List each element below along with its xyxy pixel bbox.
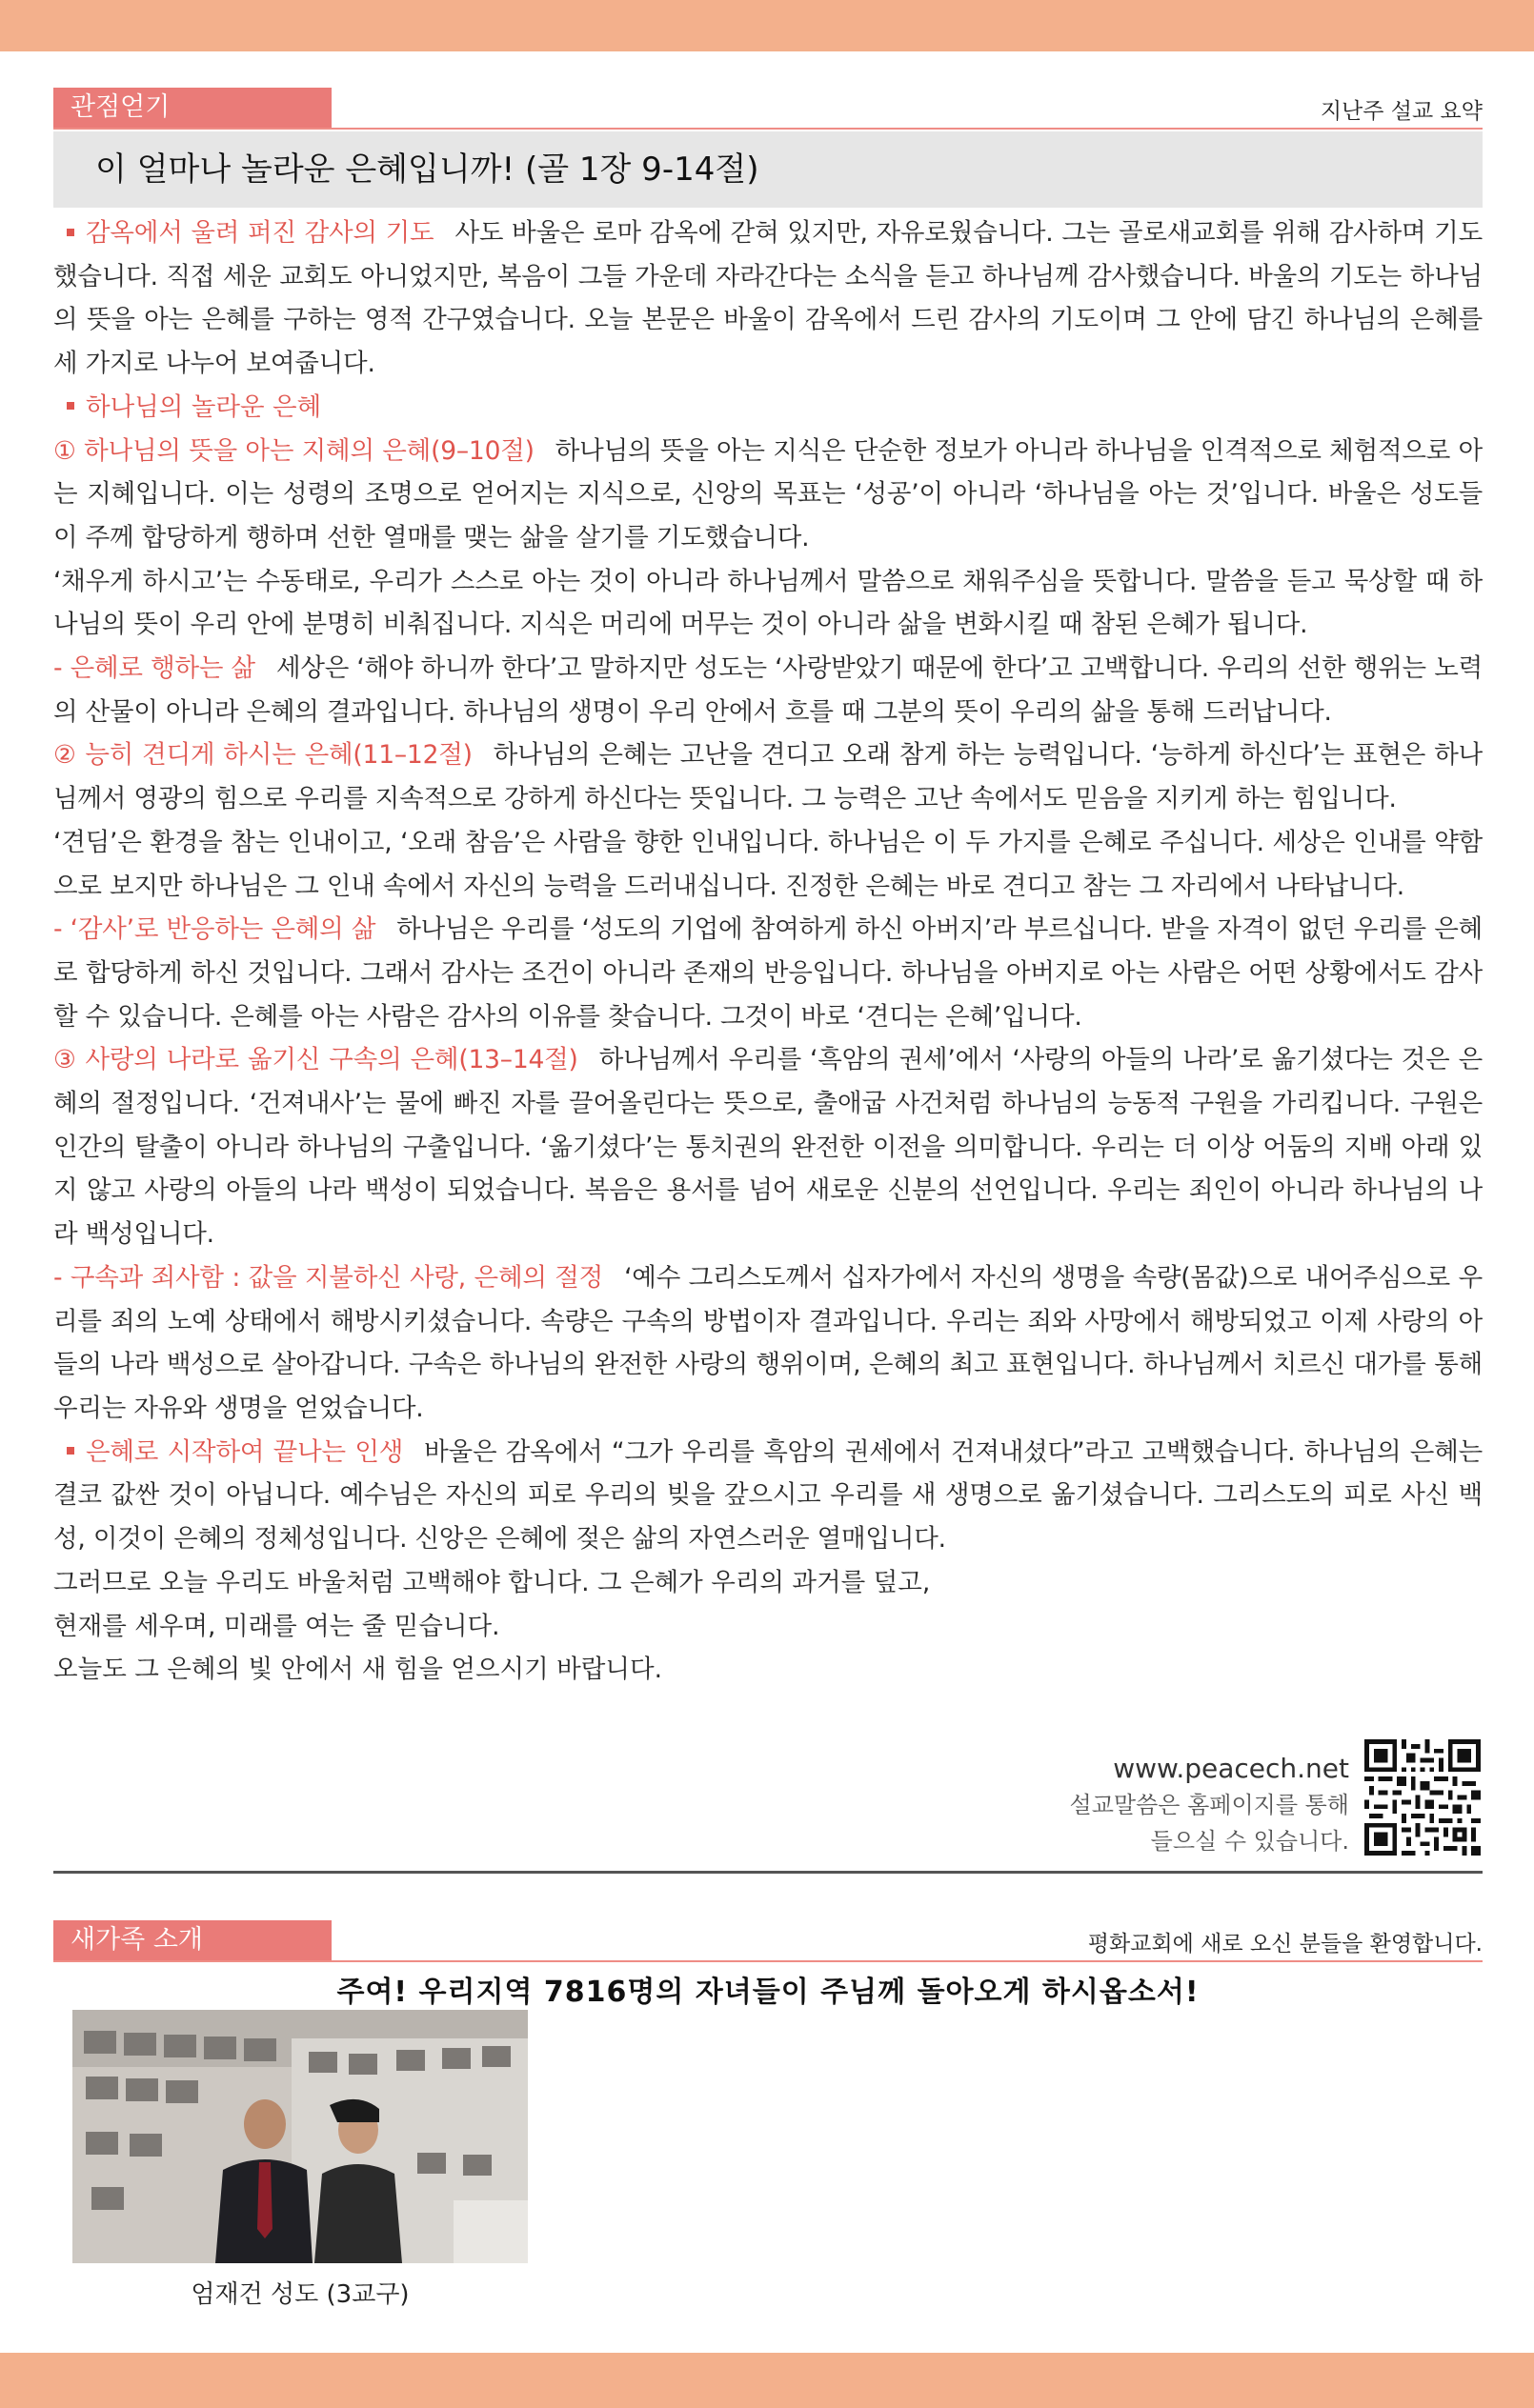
heading: 하나님의 놀라운 은혜 (86, 391, 322, 422)
sermon-section-header (53, 88, 1483, 128)
heading: - 구속과 죄사함 : 값을 지불하신 사랑, 은혜의 절정 (53, 1262, 604, 1293)
photo-caption: 엄재건 성도 (3교구) (191, 2280, 410, 2309)
qr-code-icon[interactable] (1364, 1739, 1481, 1856)
closing-line: 그러므로 오늘 우리도 바울처럼 고백해야 합니다. 그 은혜가 우리의 과거를 덮고, (53, 1567, 931, 1597)
top-band (0, 0, 1534, 51)
paragraph: ‘견딤’은 환경을 참는 인내이고, ‘오래 참음’은 사람을 향한 인내입니다. 하나님은 이 두 가지를 은혜로 주십니다. 세상은 인내를 약함으로 보지만 하나님은 그 인내 속에서 자신의 능력을 드러내십니다. 진정한 은혜는 바로 견디고 참는 그 자리에서 나타납니다. (53, 827, 1483, 901)
section-tab: 관점얻기 (53, 88, 332, 128)
section-subtitle: 평화교회에 새로 오신 분들을 환영합니다. (1087, 1932, 1483, 1956)
heading: ① 하나님의 뜻을 아는 지혜의 은혜(9–10절) (53, 435, 535, 466)
heading: ③ 사랑의 나라로 옮기신 구속의 은혜(13–14절) (53, 1045, 578, 1075)
sermon-summary (53, 211, 1483, 1692)
closing-line: 현재를 세우며, 미래를 여는 줄 믿습니다. (53, 1611, 500, 1641)
paragraph: - ‘감사’로 반응하는 은혜의 삶 하나님은 우리를 ‘성도의 기업에 참여하게 하신 아버지’라 부르십니다. 받을 자격이 없던 우리를 은혜로 합당하게 하신 것입니다. 그래서 감사는 조건이 아니라 존재의 반응입니다. 하나님을 아버지로 아는 사람은 어떤 상황에서도 감사할 수 있습니다. 은혜를 아는 사람은 감사의 이유를 찾습니다. 그것이 바로 ‘견디는 은혜’입니다. (53, 914, 1483, 1032)
paragraph: ② 능히 견디게 하시는 은혜(11–12절) 하나님의 은혜는 고난을 견디고 오래 참게 하는 능력입니다. ‘능하게 하신다’는 표현은 하나님께서 영광의 힘으로 우리를 지속적으로 강하게 하신다는 뜻입니다. 그 능력은 고난 속에서도 믿음을 지키게 하는 힘입니다. (53, 740, 1483, 814)
closing-line: 오늘도 그 은혜의 빛 안에서 새 힘을 얻으시기 바랍니다. (53, 1655, 662, 1685)
heading: - 은혜로 행하는 삶 (53, 653, 255, 684)
new-family-section-header (53, 1920, 1483, 1960)
paragraph: 은혜로 시작하여 끝나는 인생 바울은 감옥에서 “그가 우리를 흑암의 권세에서 건져내셨다”라고 고백했습니다. 하나님의 은혜는 결코 값싼 것이 아닙니다. 예수님은 자신의 피로 우리의 빚을 갚으시고 우리를 새 생명으로 옮기셨습니다. 그리스도의 피로 사신 백성, 이것이 은혜의 정체성입니다. 신앙은 은혜에 젖은 삶의 자연스러운 열매입니다. (53, 1436, 1483, 1555)
paragraph: - 은혜로 행하는 삶 세상은 ‘해야 하니까 한다’고 말하지만 성도는 ‘사랑받았기 때문에 한다’고 고백합니다. 우리의 선한 행위는 노력의 산물이 아니라 은혜의 결과입니다. 하나님의 생명이 우리 안에서 흐를 때 그분의 뜻이 우리의 삶을 통해 드러납니다. (53, 653, 1483, 727)
heading: - ‘감사’로 반응하는 은혜의 삶 (53, 914, 376, 945)
paragraph: 감옥에서 울려 퍼진 감사의 기도 사도 바울은 로마 감옥에 갇혀 있지만, 자유로웠습니다. 그는 골로새교회를 위해 감사하며 기도했습니다. 직접 세운 교회도 아니었지만, 복음이 그들 가운데 자라간다는 소식을 듣고 하나님께 감사했습니다. 바울의 기도는 하나님의 뜻을 아는 은혜를 구하는 영적 간구였습니다. 오늘 본문은 바울이 감옥에서 드린 감사의 기도이며 그 안에 담긴 하나님의 은혜를 세 가지로 나누어 보여줍니다. (53, 218, 1483, 379)
section-rule (53, 1960, 1483, 1962)
section-divider (53, 1871, 1483, 1874)
heading: 감옥에서 울려 퍼진 감사의 기도 (86, 218, 434, 248)
paragraph: ‘채우게 하시고’는 수동태로, 우리가 스스로 아는 것이 아니라 하나님께서 말씀으로 채워주심을 뜻합니다. 말씀을 듣고 묵상할 때 하나님의 뜻이 우리 안에 분명히 비춰집니다. 지식은 머리에 머무는 것이 아니라 삶을 변화시킬 때 참된 은혜가 됩니다. (53, 566, 1483, 640)
new-member-photo (72, 2010, 528, 2263)
paragraph: - 구속과 죄사함 : 값을 지불하신 사랑, 은혜의 절정 ‘예수 그리스도께서 십자가에서 자신의 생명을 속량(몸값)으로 내어주심으로 우리를 죄의 노예 상태에서 해방시키셨습니다. 속량은 구속의 방법이자 결과입니다. 우리는 죄와 사망에서 해방되었고 이제 사랑의 아들의 나라 백성으로 살아갑니다. 구속은 하나님의 완전한 사랑의 행위이며, 은혜의 최고 표현입니다. 하나님께서 치르신 대가를 통해 우리는 자유와 생명을 얻었습니다. (53, 1262, 1483, 1423)
website-link[interactable]: www.peacech.net (1113, 1753, 1349, 1784)
bullet-icon (67, 402, 74, 410)
section-rule (53, 128, 1483, 130)
paragraph (53, 386, 1483, 430)
photo-illustration (72, 2010, 528, 2263)
website-note: 들으실 수 있습니다. (1150, 1828, 1349, 1855)
paragraph: ① 하나님의 뜻을 아는 지혜의 은혜(9–10절) 하나님의 뜻을 아는 지식은 단순한 정보가 아니라 하나님을 인격적으로 체험적으로 아는 지혜입니다. 이는 성령의 조명으로 얻어지는 지식으로, 신앙의 목표는 ‘성공’이 아니라 ‘하나님을 아는 것’입니다. 바울은 성도들이 주께 합당하게 행하며 선한 열매를 맺는 삶을 살기를 기도했습니다. (53, 435, 1483, 552)
bullet-icon (67, 1447, 74, 1455)
website-note: 설교말씀은 홈페이지를 통해 (1069, 1792, 1349, 1818)
heading: ② 능히 견디게 하시는 은혜(11–12절) (53, 740, 473, 771)
section-tab: 새가족 소개 (53, 1920, 332, 1960)
bullet-icon (67, 229, 74, 236)
bottom-band (0, 2353, 1534, 2408)
paragraph: ③ 사랑의 나라로 옮기신 구속의 은혜(13–14절) 하나님께서 우리를 ‘흑암의 권세’에서 ‘사랑의 아들의 나라’로 옮기셨다는 것은 은혜의 절정입니다. ‘건져내사’는 물에 빠진 자를 끌어올린다는 뜻으로, 출애굽 사건처럼 하나님의 능동적 구원을 가리킵니다. 구원은 인간의 탈출이 아니라 하나님의 구출입니다. ‘옮기셨다’는 통치권의 완전한 이전을 의미합니다. 우리는 더 이상 어둠의 지배 아래 있지 않고 사랑의 아들의 나라 백성이 되었습니다. 복음은 용서를 넘어 새로운 신분의 선언입니다. 우리는 죄인이 아니라 하나님의 나라 백성입니다. (53, 1045, 1483, 1250)
website-info (991, 1751, 1349, 1859)
heading: 은혜로 시작하여 끝나는 인생 (86, 1436, 404, 1467)
sermon-title: 이 얼마나 놀라운 은혜입니까! (골 1장 9-14절) (53, 131, 1483, 208)
prayer-line: 주여! 우리지역 7816명의 자녀들이 주님께 돌아오게 하시옵소서! (336, 1976, 1200, 2009)
section-subtitle: 지난주 설교 요약 (1320, 99, 1483, 124)
